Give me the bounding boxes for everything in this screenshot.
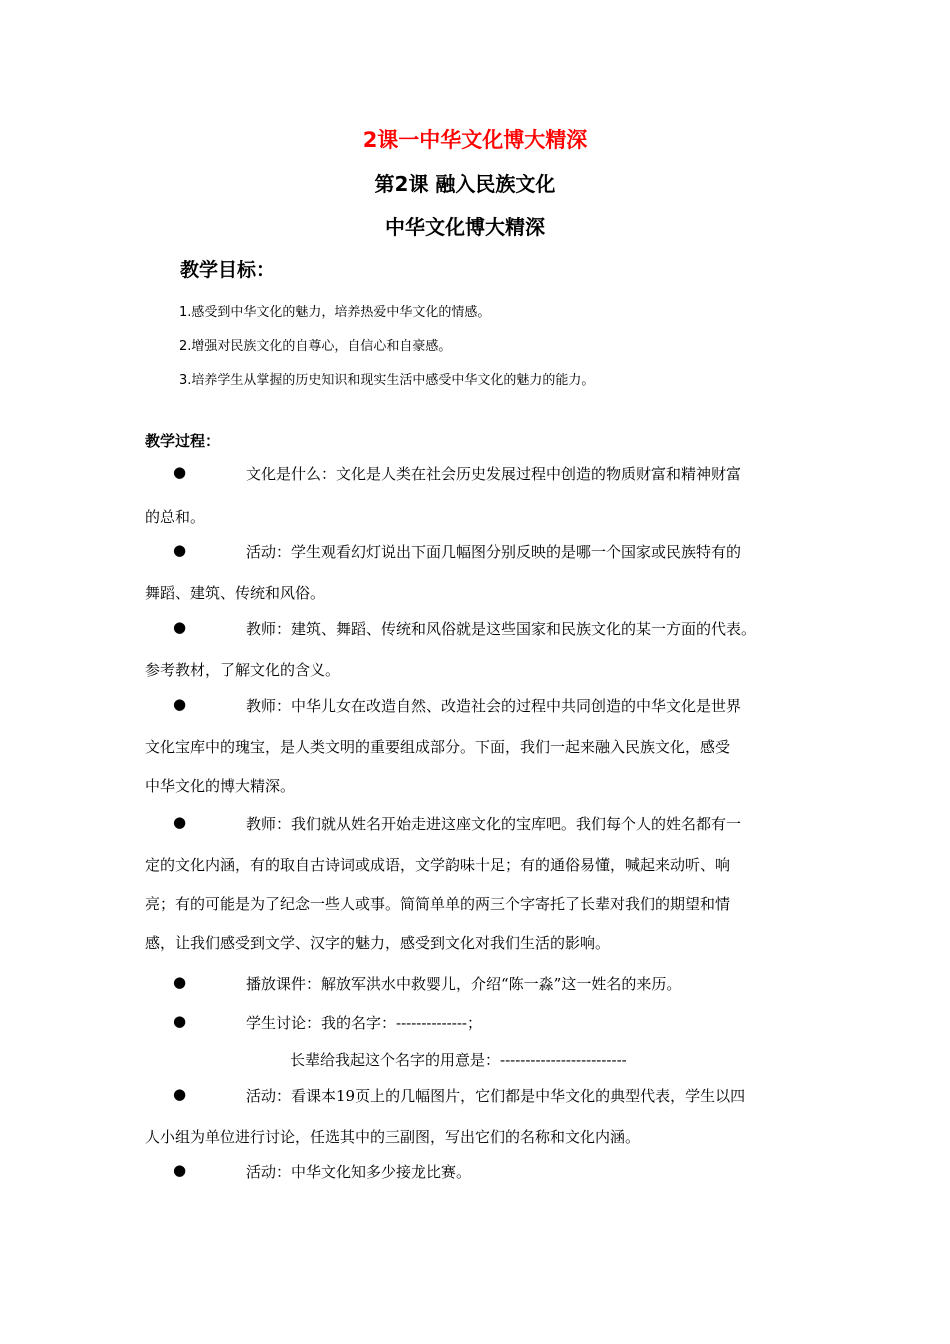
paragraph-line: 文化是什么：文化是人类在社会历史发展过程中创造的物质财富和精神财富 [246, 465, 742, 483]
goal-item: 1.感受到中华文化的魅力，培养热爱中华文化的情感。 [179, 305, 491, 320]
paragraph-line: 学生讨论：我的名字：--------------； [246, 1014, 482, 1032]
paragraph-line: 活动：学生观看幻灯说出下面几幅图分别反映的是哪一个国家或民族特有的 [246, 543, 742, 561]
lesson-subtitle: 第2课 融入民族文化 [374, 172, 556, 196]
process-heading: 教学过程： [145, 432, 221, 450]
paragraph-line: 参考教材，了解文化的含义。 [145, 661, 341, 679]
bullet-icon: ● [173, 1085, 187, 1103]
paragraph-line: 活动：中华文化知多少接龙比赛。 [246, 1163, 472, 1181]
bullet-icon: ● [173, 463, 187, 481]
paragraph-line: 舞蹈、建筑、传统和风俗。 [145, 584, 326, 602]
paragraph-line: 教师：中华儿女在改造自然、改造社会的过程中共同创造的中华文化是世界 [246, 697, 742, 715]
paragraph-line: 播放课件：解放军洪水中救婴儿，介绍“陈一淼”这一姓名的来历。 [246, 975, 682, 993]
section-subtitle: 中华文化博大精深 [385, 215, 545, 239]
bullet-icon: ● [173, 1161, 187, 1179]
bullet-icon: ● [173, 973, 187, 991]
document-title: 2课一中华文化博大精深 [362, 128, 588, 152]
bullet-icon: ● [173, 695, 187, 713]
paragraph-line: 文化宝库中的瑰宝，是人类文明的重要组成部分。下面，我们一起来融入民族文化，感受 [145, 738, 731, 756]
paragraph-line: 的总和。 [145, 508, 206, 526]
paragraph-line: 教师：我们就从姓名开始走进这座文化的宝库吧。我们每个人的姓名都有一 [246, 815, 742, 833]
goals-heading: 教学目标： [180, 259, 276, 281]
paragraph-line: 定的文化内涵，有的取自古诗词或成语，文学韵味十足；有的通俗易懂，喊起来动听、响 [145, 856, 731, 874]
paragraph-line: 活动：看课本19页上的几幅图片，它们都是中华文化的典型代表，学生以四 [246, 1087, 746, 1105]
paragraph-line: 中华文化的博大精深。 [145, 777, 296, 795]
goal-item: 3.培养学生从掌握的历史知识和现实生活中感受中华文化的魅力的能力。 [179, 373, 595, 388]
paragraph-line: 亮；有的可能是为了纪念一些人或事。简简单单的两三个字寄托了长辈对我们的期望和情 [145, 895, 731, 913]
bullet-icon: ● [173, 1012, 187, 1030]
goal-item: 2.增强对民族文化的自尊心，自信心和自豪感。 [179, 339, 452, 354]
bullet-icon: ● [173, 541, 187, 559]
paragraph-line: 人小组为单位进行讨论，任选其中的三副图，写出它们的名称和文化内涵。 [145, 1128, 641, 1146]
bullet-icon: ● [173, 813, 187, 831]
bullet-icon: ● [173, 618, 187, 636]
name-purpose-line: 长辈给我起这个名字的用意是：------------------------- [290, 1051, 627, 1069]
paragraph-line: 感，让我们感受到文学、汉字的魅力，感受到文化对我们生活的影响。 [145, 934, 611, 952]
paragraph-line: 教师：建筑、舞蹈、传统和风俗就是这些国家和民族文化的某一方面的代表。 [246, 620, 757, 638]
